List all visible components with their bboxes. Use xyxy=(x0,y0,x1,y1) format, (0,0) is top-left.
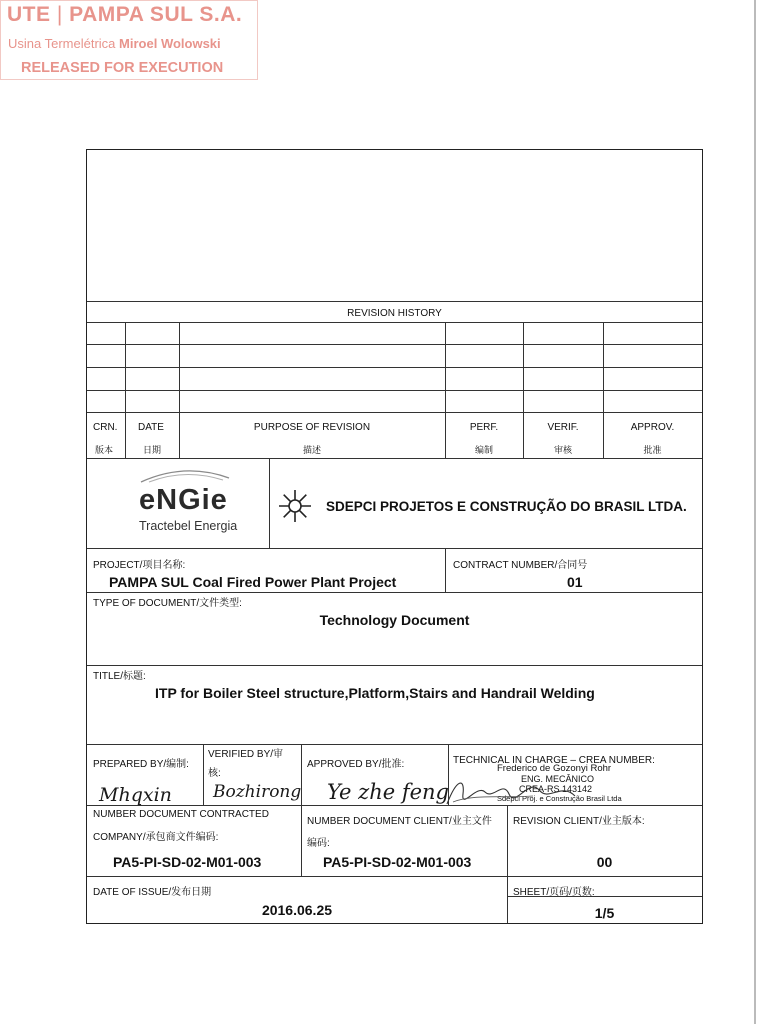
stamp-plant xyxy=(8,36,221,51)
rule xyxy=(269,458,270,548)
stamp-company-b: PAMPA SUL S.A. xyxy=(69,3,243,26)
doc-type-label: TYPE OF DOCUMENT/文件类型: xyxy=(93,598,242,609)
engie-swoosh-icon xyxy=(139,468,231,484)
revision-client-value: 00 xyxy=(596,854,613,870)
engie-logo-subtitle: Tractebel Energia xyxy=(139,519,238,533)
rule xyxy=(523,322,524,458)
stamp-company-a: UTE xyxy=(7,3,51,26)
rule xyxy=(87,876,702,877)
rule xyxy=(125,322,126,458)
page-edge xyxy=(754,0,756,1024)
crn-header: CRN. xyxy=(93,422,118,433)
title-value: ITP for Boiler Steel structure,Platform,Stairs and Handrail Welding xyxy=(155,685,595,701)
client-number-value: PA5-PI-SD-02-M01-003 xyxy=(323,854,472,870)
contract-value: 01 xyxy=(567,574,583,590)
contracted-number-label: NUMBER DOCUMENT CONTRACTED xyxy=(93,809,269,820)
project-label: PROJECT/项目名称: xyxy=(93,560,186,571)
doc-type-value: Technology Document xyxy=(319,612,470,628)
prepared-label: PREPARED BY/编制: xyxy=(93,759,189,770)
technical-label: TECHNICAL IN CHARGE – CREA NUMBER: xyxy=(453,755,655,766)
perf-header-cn: 编制 xyxy=(474,445,493,455)
sheet-label: SHEET/页码/页数: xyxy=(513,887,595,898)
revision-client-label: REVISION CLIENT/业主版本: xyxy=(513,816,645,827)
rule xyxy=(445,322,446,458)
purpose-header: PURPOSE OF REVISION xyxy=(253,422,371,433)
rule xyxy=(603,322,604,458)
revision-history-title: REVISION HISTORY xyxy=(347,308,442,319)
stamp-separator: | xyxy=(56,3,63,26)
technical-company: Sdepci Proj. e Construção Brasil Ltda xyxy=(497,794,622,803)
rule xyxy=(87,665,702,666)
verified-signature: Bozhirong xyxy=(213,782,302,802)
rule xyxy=(87,301,702,302)
project-value: PAMPA SUL Coal Fired Power Plant Project xyxy=(109,574,397,590)
stamp-plant-prefix: Usina Termelétrica xyxy=(8,36,116,51)
rule xyxy=(87,805,702,806)
technical-signature-scribble xyxy=(443,774,583,808)
rule xyxy=(179,322,180,458)
prepared-signature: Mhqxin xyxy=(99,784,172,806)
technical-crea: CREA-RS 143142 xyxy=(519,784,593,794)
approved-signature: Ye zhe feng xyxy=(327,780,450,804)
verif-header: VERIF. xyxy=(547,422,579,433)
rule xyxy=(87,744,702,745)
verified-label: VERIFIED BY/审 xyxy=(208,749,284,760)
rule xyxy=(87,458,702,459)
perf-header: PERF. xyxy=(469,422,499,433)
client-number-label-cont: 编码: xyxy=(307,838,330,849)
rule xyxy=(87,592,702,593)
issue-date-label: DATE OF ISSUE/发布日期 xyxy=(93,887,212,898)
issue-date-value: 2016.06.25 xyxy=(261,902,333,918)
approv-header-cn: 批准 xyxy=(643,445,662,455)
cover-sheet-frame xyxy=(86,149,703,924)
sdepci-logo-name: SDEPCI PROJETOS E CONSTRUÇÃO DO BRASIL LTDA. xyxy=(326,499,687,514)
sheet-value: 1/5 xyxy=(594,905,615,921)
contracted-number-value: PA5-PI-SD-02-M01-003 xyxy=(113,854,262,870)
verified-label-cont: 核: xyxy=(208,768,221,779)
purpose-header-cn: 描述 xyxy=(302,445,321,455)
rule xyxy=(203,744,204,805)
release-stamp xyxy=(0,0,258,80)
rule xyxy=(445,548,446,592)
technical-name: Frederico de Gozonyi Rohr xyxy=(497,763,612,774)
date-header: DATE xyxy=(138,422,164,433)
approved-label: APPROVED BY/批准: xyxy=(307,759,405,770)
contract-label: CONTRACT NUMBER/合同号 xyxy=(453,560,588,571)
stamp-plant-name: Miroel Wolowski xyxy=(119,36,221,51)
technical-role: ENG. MECÂNICO xyxy=(521,774,595,784)
rule xyxy=(87,548,702,549)
stamp-status: RELEASED FOR EXECUTION xyxy=(21,60,224,76)
client-number-label: NUMBER DOCUMENT CLIENT/业主文件 xyxy=(307,816,492,827)
sdepci-logo-icon xyxy=(277,488,313,527)
stamp-company xyxy=(7,3,242,27)
contracted-number-label-cont: COMPANY/承包商文件编码: xyxy=(93,832,219,843)
crn-header-cn: 版本 xyxy=(95,445,114,455)
approv-header: APPROV. xyxy=(630,422,675,433)
date-header-cn: 日期 xyxy=(143,445,162,455)
rule xyxy=(301,805,302,876)
verif-header-cn: 审核 xyxy=(553,445,572,455)
title-label: TITLE/标题: xyxy=(93,671,146,682)
engie-logo-wordmark: eNGie xyxy=(139,484,228,516)
